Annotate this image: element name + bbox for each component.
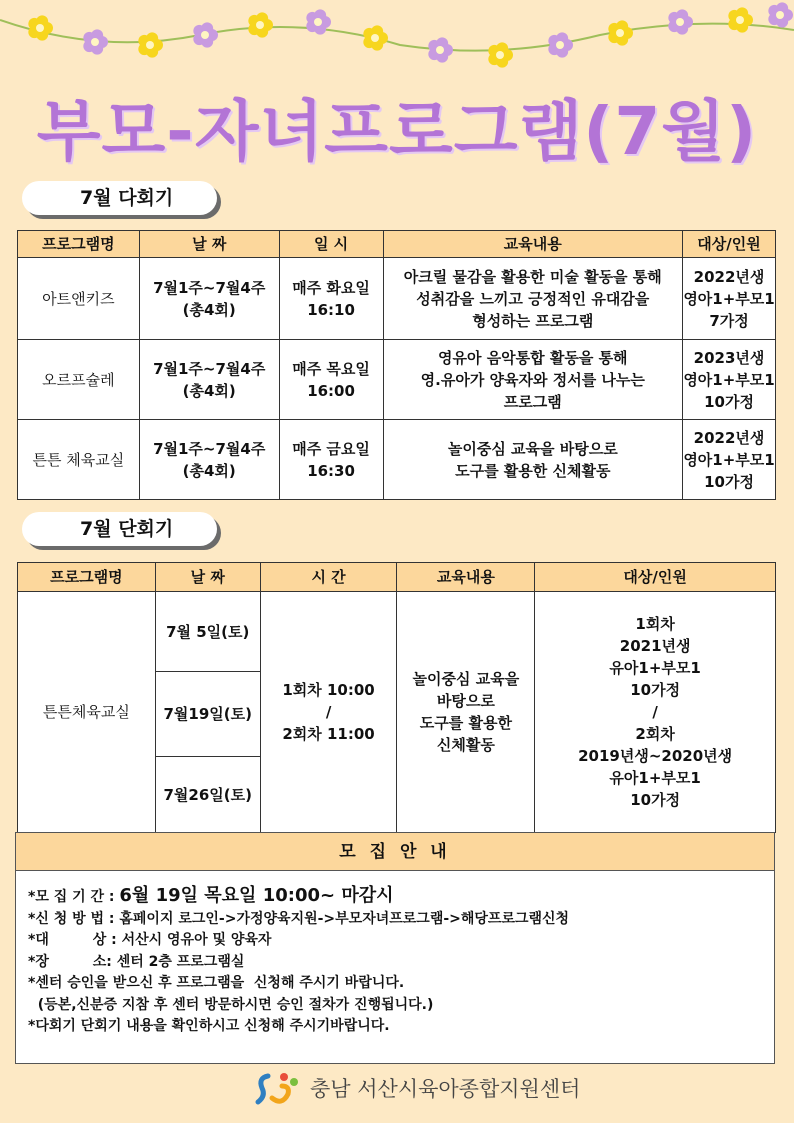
- header-time: 일 시: [279, 231, 383, 258]
- program-content: 영유아 음악통합 활동을 통해 영.유아가 양육자와 정서를 나누는 프로그램: [383, 340, 683, 420]
- section-label-single-session: 7월 단회기: [22, 512, 217, 546]
- flower-decoration: [548, 32, 573, 57]
- program-row: [18, 340, 776, 420]
- recruit-line: *장 소: 센터 2층 프로그램실: [28, 953, 245, 970]
- recruit-line: (등본,신분증 지참 후 센터 방문하시면 승인 절차가 진행됩니다.): [28, 996, 434, 1013]
- program-time: 매주 금요일 16:30: [279, 420, 383, 500]
- header-program: 프로그램명: [18, 563, 156, 592]
- flower-decoration: [248, 12, 273, 37]
- recruit-line: *다회기 단회기 내용을 확인하시고 신청해 주시기바랍니다.: [28, 1018, 390, 1034]
- flower-decoration: [83, 29, 108, 54]
- header-content: 교육내용: [383, 231, 683, 258]
- program-time: 매주 목요일 16:00: [279, 340, 383, 420]
- section-label-multi-session: 7월 다회기: [22, 181, 217, 215]
- program-content: 놀이중심 교육을 바탕으로 도구를 활용한 신체활동: [383, 420, 683, 500]
- flower-decoration: [28, 15, 53, 40]
- session-target: 1회차 2021년생 유아1+부모1 10가정 / 2회차 2019년생~2020년생 유아1+부모1 10가정: [535, 592, 776, 833]
- header-program: 프로그램명: [18, 231, 140, 258]
- session-date: 7월 5일(토): [155, 592, 260, 672]
- flower-decoration: [363, 25, 388, 50]
- session-time: 1회차 10:00 / 2회차 11:00: [260, 592, 397, 833]
- flower-decoration: [138, 32, 163, 57]
- flower-decoration: [193, 22, 218, 47]
- program-date: 7월1주~7월4주 (총4회): [139, 340, 279, 420]
- program-row: [18, 420, 776, 500]
- recruitment-body: [16, 871, 774, 1038]
- program-date: 7월1주~7월4주 (총4회): [139, 420, 279, 500]
- session-date: 7월26일(토): [155, 757, 260, 833]
- header-target: 대상/인원: [535, 563, 776, 592]
- program-time: 매주 화요일 16:10: [279, 258, 383, 340]
- session-content: 놀이중심 교육을 바탕으로 도구를 활용한 신체활동: [397, 592, 535, 833]
- center-name: 충남 서산시육아종합지원센터: [310, 1077, 581, 1101]
- header-time: 시 간: [260, 563, 397, 592]
- single-session-table: [17, 562, 776, 833]
- session-date: 7월19일(토): [155, 672, 260, 757]
- program-name: 튼튼 체육교실: [18, 420, 140, 500]
- flower-decoration: [768, 2, 793, 27]
- program-name: 아트앤키즈: [18, 258, 140, 340]
- center-logo-icon: [254, 1068, 302, 1108]
- program-date: 7월1주~7월4주 (총4회): [139, 258, 279, 340]
- recruit-period: *모 집 기 간 : 6월 19일 목요일 10:00~ 마감시: [28, 885, 394, 906]
- header-target: 대상/인원: [683, 231, 776, 258]
- flower-decoration: [488, 42, 513, 67]
- flower-decoration: [306, 9, 331, 34]
- header-date: 날 짜: [139, 231, 279, 258]
- multi-session-table: [17, 230, 776, 500]
- program-target: 2022년생 영아1+부모1 7가정: [683, 258, 776, 340]
- recruit-line: *신 청 방 법 : 홈페이지 로그인->가정양육지원->부모자녀프로그램->해당프로그램신청: [28, 910, 570, 927]
- page-title: 부모-자녀프로그램(7월): [36, 93, 758, 170]
- program-row: [18, 258, 776, 340]
- flower-decoration: [668, 9, 693, 34]
- footer: [254, 1068, 580, 1108]
- flower-garland-decoration: [0, 0, 794, 75]
- recruit-line: *센터 승인을 받으신 후 프로그램을 신청해 주시기 바랍니다.: [28, 975, 405, 991]
- program-target: 2022년생 영아1+부모1 10가정: [683, 420, 776, 500]
- recruitment-notice: [15, 832, 775, 1064]
- header-date: 날 짜: [155, 563, 260, 592]
- program-name: 오르프슐레: [18, 340, 140, 420]
- header-content: 교육내용: [397, 563, 535, 592]
- recruit-line: *대 상 : 서산시 영유아 및 양육자: [28, 932, 272, 948]
- program-name: 튼튼체육교실: [18, 592, 156, 833]
- recruitment-heading: 모 집 안 내: [16, 833, 774, 871]
- flower-decoration: [608, 20, 633, 45]
- flower-decoration: [728, 7, 753, 32]
- flower-decoration: [428, 37, 453, 62]
- program-target: 2023년생 영아1+부모1 10가정: [683, 340, 776, 420]
- program-content: 아크릴 물감을 활용한 미술 활동을 통해 성취감을 느끼고 긍정적인 유대감을 형성하는 프로그램: [383, 258, 683, 340]
